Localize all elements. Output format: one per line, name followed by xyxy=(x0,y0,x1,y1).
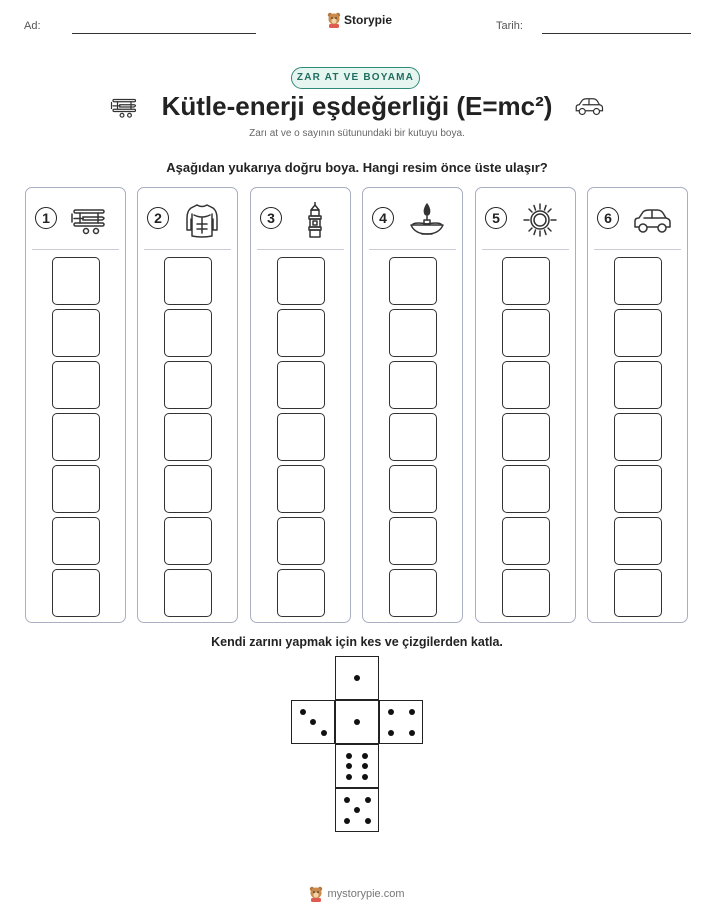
biplane-icon xyxy=(110,95,140,119)
die-face-4 xyxy=(379,700,423,744)
color-box[interactable] xyxy=(614,569,662,617)
biplane-icon xyxy=(70,202,110,238)
column-header xyxy=(597,202,679,242)
color-box[interactable] xyxy=(277,413,325,461)
brand-name: Storypie xyxy=(344,13,393,27)
tower-icon xyxy=(295,202,335,238)
die-pip xyxy=(346,753,352,759)
die-pip xyxy=(354,807,360,813)
color-box[interactable] xyxy=(164,465,212,513)
sun-icon xyxy=(520,202,560,238)
column-2 xyxy=(137,187,238,623)
color-box[interactable] xyxy=(389,517,437,565)
color-box[interactable] xyxy=(502,309,550,357)
die-pip xyxy=(409,730,415,736)
color-box[interactable] xyxy=(277,361,325,409)
cut-instruction: Kendi zarını yapmak için kes ve çizgilerden katla. xyxy=(211,635,503,649)
color-box[interactable] xyxy=(164,257,212,305)
footer xyxy=(0,886,714,902)
die-pip xyxy=(388,730,394,736)
color-box[interactable] xyxy=(389,257,437,305)
die-face-1 xyxy=(335,656,379,700)
name-label: Ad: xyxy=(24,20,41,32)
color-box[interactable] xyxy=(502,517,550,565)
color-box[interactable] xyxy=(277,309,325,357)
color-box[interactable] xyxy=(614,361,662,409)
color-box[interactable] xyxy=(389,465,437,513)
color-box[interactable] xyxy=(614,517,662,565)
die-face-6 xyxy=(335,744,379,788)
die-pip xyxy=(365,818,371,824)
color-box[interactable] xyxy=(389,413,437,461)
die-pip xyxy=(362,774,368,780)
color-box[interactable] xyxy=(164,309,212,357)
bear-logo-icon xyxy=(309,886,323,902)
die-pip xyxy=(354,719,360,725)
color-box[interactable] xyxy=(52,569,100,617)
footer-url[interactable]: mystorypie.com xyxy=(327,888,405,900)
color-box[interactable] xyxy=(614,465,662,513)
die-pip xyxy=(409,709,415,715)
die-face-3 xyxy=(291,700,335,744)
column-number: 2 xyxy=(147,207,169,229)
color-box[interactable] xyxy=(277,517,325,565)
column-5 xyxy=(475,187,576,623)
column-4 xyxy=(362,187,463,623)
die-pip xyxy=(354,675,360,681)
color-box[interactable] xyxy=(614,257,662,305)
column-header xyxy=(372,202,454,242)
die-pip xyxy=(310,719,316,725)
color-box[interactable] xyxy=(277,465,325,513)
die-pip xyxy=(346,763,352,769)
oil-lamp-icon xyxy=(407,202,447,238)
color-box[interactable] xyxy=(52,361,100,409)
date-line xyxy=(542,33,691,34)
die-pip xyxy=(365,797,371,803)
color-box[interactable] xyxy=(614,309,662,357)
car-icon xyxy=(574,96,604,118)
color-box[interactable] xyxy=(502,413,550,461)
activity-badge: ZAR AT VE BOYAMA xyxy=(291,67,420,89)
bear-logo-icon xyxy=(327,12,341,28)
column-header xyxy=(485,202,567,242)
column-1 xyxy=(25,187,126,623)
column-number: 6 xyxy=(597,207,619,229)
page-title: Kütle-enerji eşdeğerliği (E=mc²) xyxy=(161,91,553,121)
instruction: Aşağıdan yukarıya doğru boya. Hangi resim önce üste ulaşır? xyxy=(166,160,548,175)
color-box[interactable] xyxy=(164,413,212,461)
date-label: Tarih: xyxy=(496,20,523,32)
die-pip xyxy=(362,763,368,769)
column-number: 3 xyxy=(260,207,282,229)
color-box[interactable] xyxy=(502,361,550,409)
color-box[interactable] xyxy=(502,257,550,305)
color-box[interactable] xyxy=(52,413,100,461)
column-number: 1 xyxy=(35,207,57,229)
color-box[interactable] xyxy=(164,361,212,409)
column-divider xyxy=(369,249,456,250)
color-box[interactable] xyxy=(277,257,325,305)
color-box[interactable] xyxy=(389,361,437,409)
torso-icon xyxy=(182,202,222,238)
column-divider xyxy=(144,249,231,250)
color-box[interactable] xyxy=(164,569,212,617)
die-pip xyxy=(388,709,394,715)
column-6 xyxy=(587,187,688,623)
die-pip xyxy=(321,730,327,736)
column-divider xyxy=(257,249,344,250)
color-box[interactable] xyxy=(502,465,550,513)
color-box[interactable] xyxy=(164,517,212,565)
color-box[interactable] xyxy=(52,309,100,357)
color-box[interactable] xyxy=(52,517,100,565)
column-divider xyxy=(32,249,119,250)
column-number: 4 xyxy=(372,207,394,229)
column-number: 5 xyxy=(485,207,507,229)
name-line xyxy=(72,33,256,34)
column-3 xyxy=(250,187,351,623)
brand-logo xyxy=(327,12,392,28)
color-box[interactable] xyxy=(502,569,550,617)
die-pip xyxy=(300,709,306,715)
color-box[interactable] xyxy=(614,413,662,461)
subtitle: Zarı at ve o sayının sütunundaki bir kutuyu boya. xyxy=(249,128,465,139)
die-face-1 xyxy=(335,700,379,744)
die-face-5 xyxy=(335,788,379,832)
column-header xyxy=(260,202,342,242)
title-row xyxy=(0,91,714,122)
column-divider xyxy=(594,249,681,250)
die-pip xyxy=(346,774,352,780)
column-divider xyxy=(482,249,569,250)
color-box[interactable] xyxy=(389,569,437,617)
die-pip xyxy=(344,797,350,803)
color-box[interactable] xyxy=(52,257,100,305)
color-box[interactable] xyxy=(52,465,100,513)
color-box[interactable] xyxy=(277,569,325,617)
die-pip xyxy=(362,753,368,759)
die-pip xyxy=(344,818,350,824)
color-box[interactable] xyxy=(389,309,437,357)
car-icon xyxy=(632,202,672,238)
column-header xyxy=(35,202,117,242)
column-header xyxy=(147,202,229,242)
